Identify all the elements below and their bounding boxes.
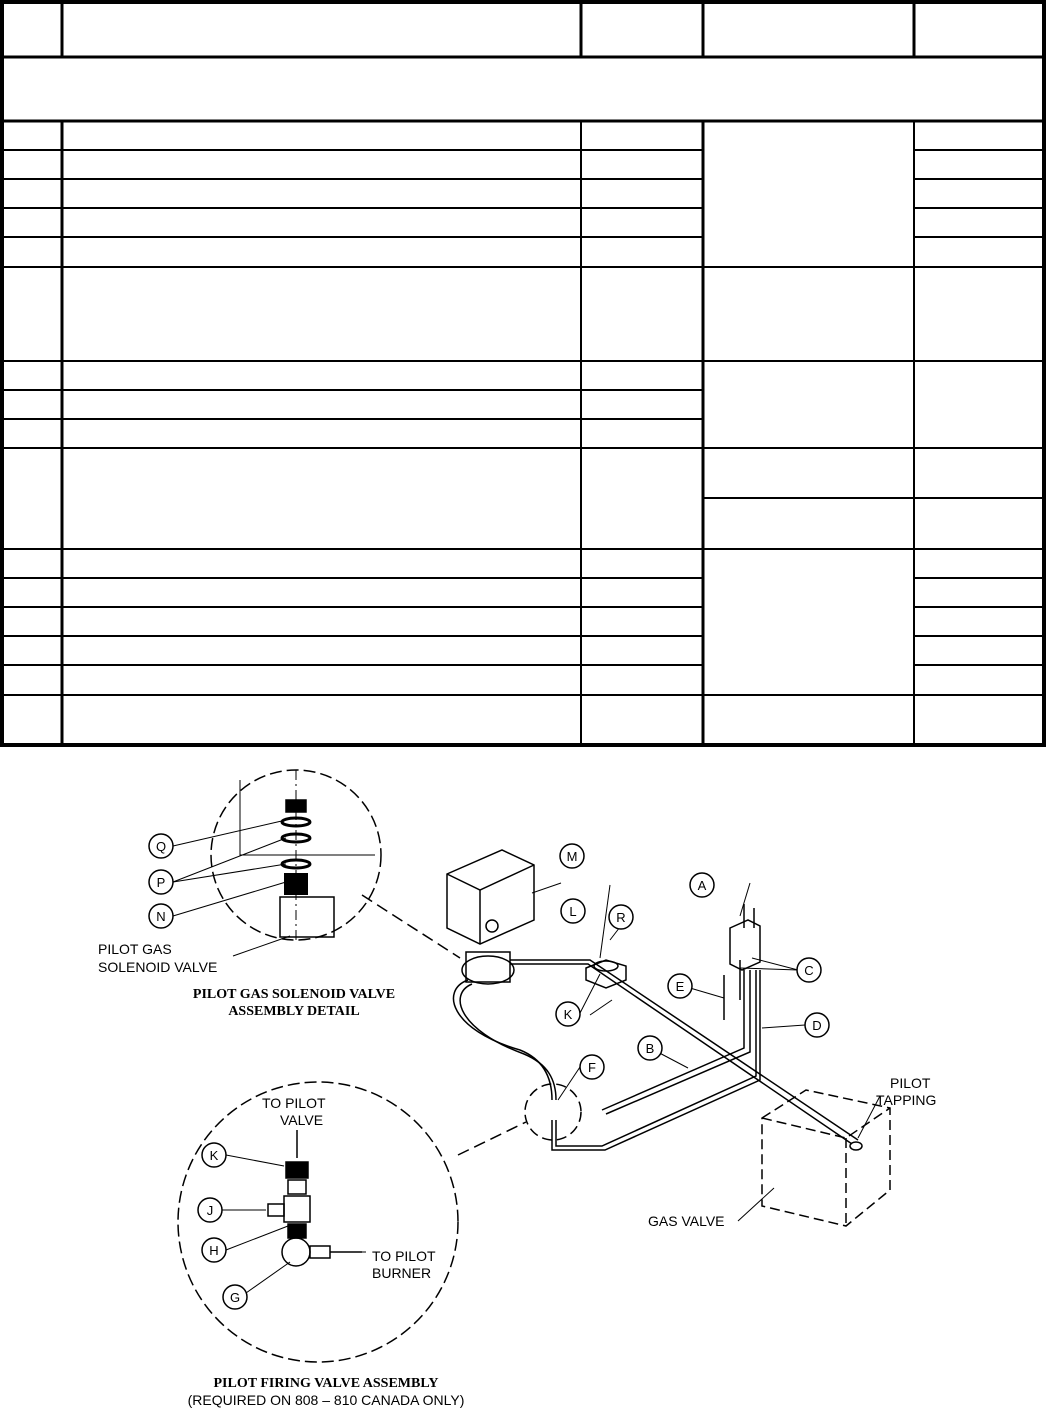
callout-k: K	[563, 1007, 573, 1022]
label-solenoid-valve: SOLENOID VALVE	[98, 959, 218, 975]
callout-a: A	[697, 878, 707, 893]
label-pilot-tapping-1: PILOT	[890, 1075, 931, 1091]
label-pilot-gas: PILOT GAS	[98, 941, 172, 957]
callout-k-detail: K	[209, 1148, 219, 1163]
callout-q: Q	[155, 839, 167, 854]
callout-p: P	[156, 875, 166, 890]
callout-j: J	[206, 1203, 214, 1218]
callout-c: C	[804, 963, 814, 978]
callout-f: F	[588, 1060, 596, 1075]
callout-m: M	[566, 849, 578, 864]
label-to-pilot-burner-1: TO PILOT	[372, 1248, 436, 1264]
solenoid-detail-title-2: ASSEMBLY DETAIL	[228, 1004, 360, 1019]
solenoid-thread-detail	[284, 873, 308, 895]
pilot-assembly-diagram	[0, 747, 1046, 1410]
callout-d: D	[812, 1018, 822, 1033]
label-gas-valve: GAS VALVE	[648, 1213, 725, 1229]
label-pilot-tapping-2: TAPPING	[876, 1092, 937, 1108]
callout-e: E	[675, 979, 685, 994]
callout-l: L	[569, 904, 577, 919]
callout-n: N	[156, 909, 166, 924]
label-to-pilot-valve-2: VALVE	[280, 1112, 324, 1128]
callout-r: R	[616, 910, 626, 925]
callout-h: H	[209, 1243, 219, 1258]
label-to-pilot-valve-1: TO PILOT	[262, 1095, 326, 1111]
callout-b: B	[645, 1041, 655, 1056]
label-to-pilot-burner-2: BURNER	[372, 1265, 432, 1281]
solenoid-detail-title-1: PILOT GAS SOLENOID VALVE	[192, 987, 396, 1002]
callout-g: G	[229, 1290, 241, 1305]
firing-valve-title-1: PILOT FIRING VALVE ASSEMBLY	[213, 1376, 439, 1391]
firing-valve-title-2: (REQUIRED ON 808 – 810 CANADA ONLY)	[187, 1392, 465, 1408]
